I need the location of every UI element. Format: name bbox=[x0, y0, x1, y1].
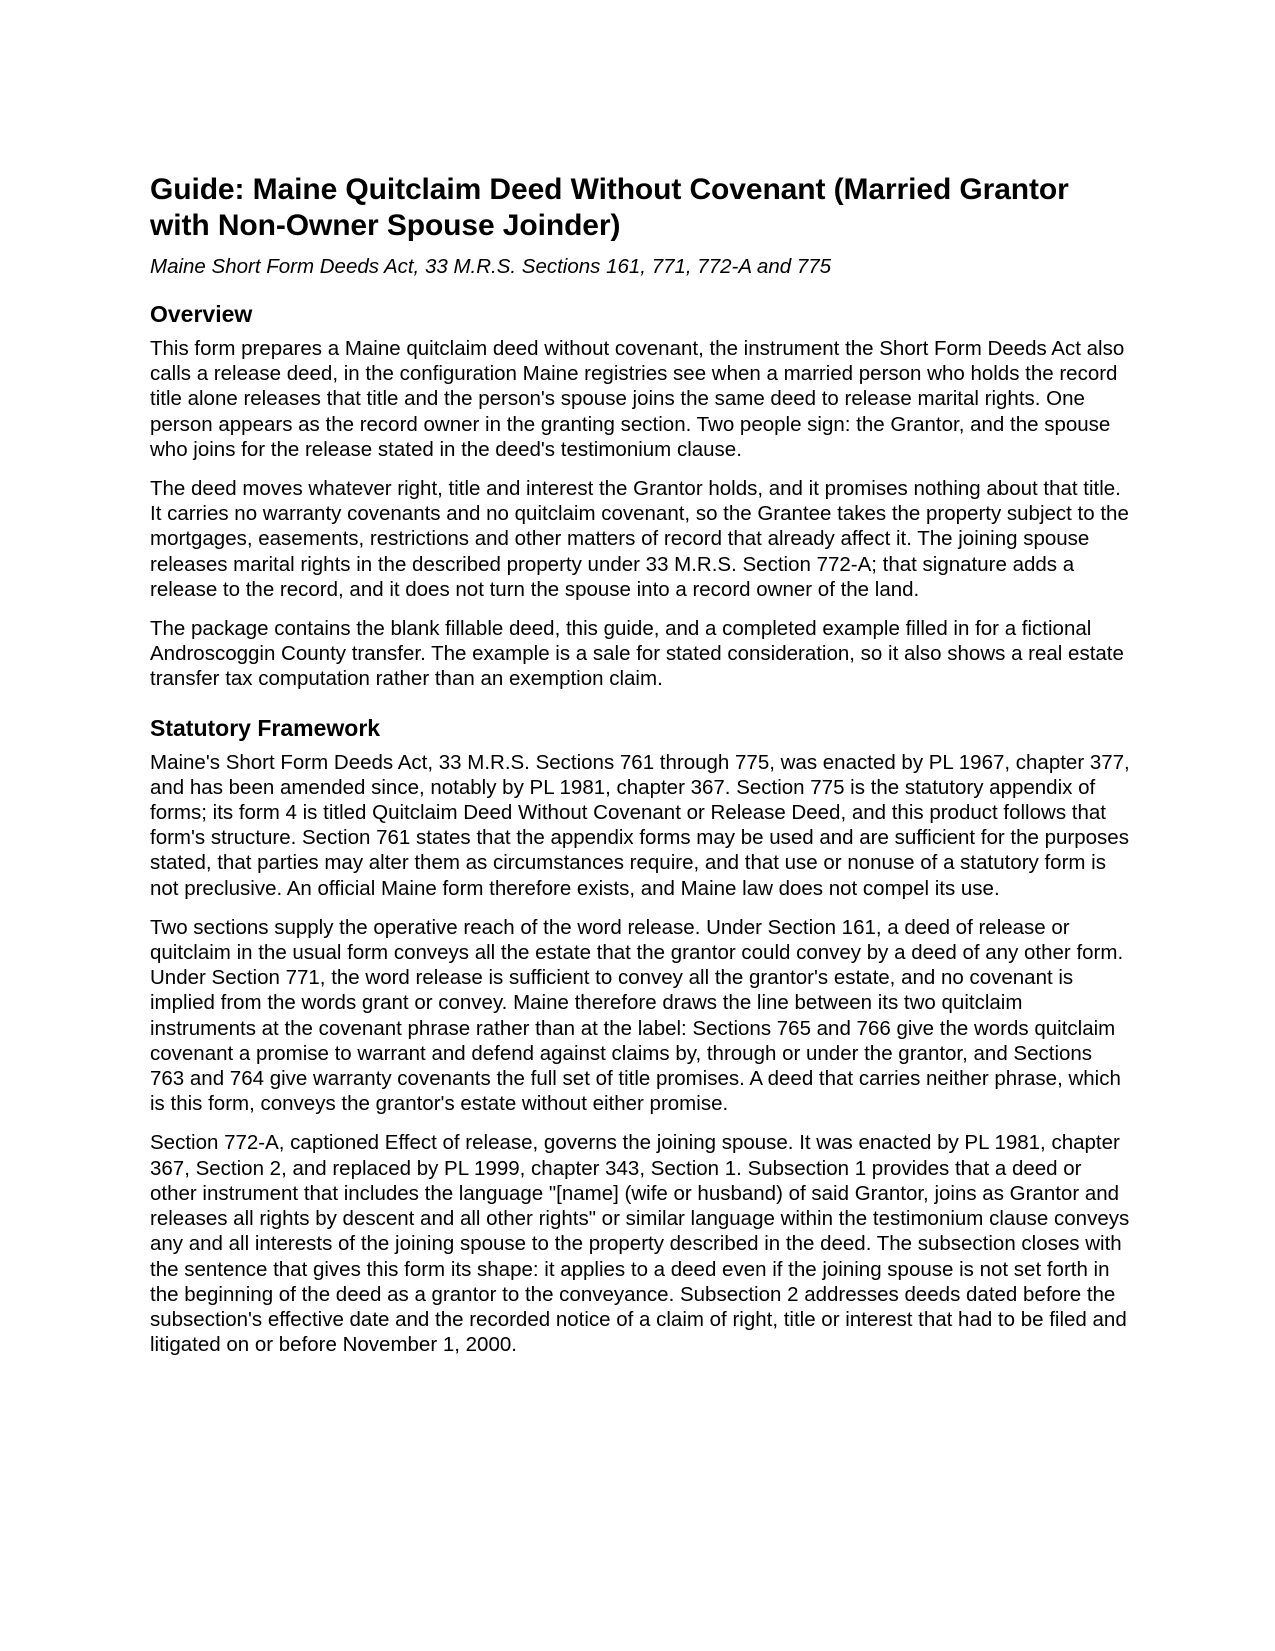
paragraph: This form prepares a Maine quitclaim deed without covenant, the instrument the Short Form Deeds Act also calls a release deed, in the configuration Maine registries see when a married person who holds the record title alone releases that title and the person's spouse joins the same deed to release marital rights. One person appears as the record owner in the granting section. Two people sign: the Grantor, and the spouse who joins for the release stated in the deed's testimonium clause. bbox=[150, 337, 1125, 461]
document-title: Guide: Maine Quitclaim Deed Without Covenant (Married Grantor with Non-Owner Spouse Joinder) bbox=[150, 173, 1069, 242]
document-page bbox=[150, 172, 1130, 1371]
paragraph: Maine's Short Form Deeds Act, 33 M.R.S. Sections 761 through 775, was enacted by PL 1967, chapter 377, and has been amended since, notably by PL 1981, chapter 367. Section 775 is the statutory appendix of forms; its form 4 is titled Quitclaim Deed Without Covenant or Release Deed, and this product follows that form's structure. Section 761 states that the appendix forms may be used and are sufficient for the purposes stated, that parties may alter them as circumstances require, and that use or nonuse of a statutory form is not preclusive. An official Maine form therefore exists, and Maine law does not compel its use. bbox=[150, 750, 1130, 900]
paragraph: Two sections supply the operative reach of the word release. Under Section 161, a deed of release or quitclaim in the usual form conveys all the estate that the grantor could convey by a deed of any other form. Under Section 771, the word release is sufficient to convey all the grantor's estate, and no covenant is implied from the words grant or convey. Maine therefore draws the line between its two quitclaim instruments at the covenant phrase rather than at the label: Sections 765 and 766 give the words quitclaim covenant a promise to warrant and defend against claims by, through or under the grantor, and Sections 763 and 764 give warranty covenants the full set of title promises. A deed that carries neither phrase, which is this form, conveys the grantor's estate without either promise. bbox=[150, 915, 1124, 1116]
section-overview bbox=[150, 300, 1130, 692]
section-heading-statutory-framework: Statutory Framework bbox=[150, 714, 381, 741]
document-subtitle: Maine Short Form Deeds Act, 33 M.R.S. Sections 161, 771, 772-A and 775 bbox=[150, 255, 832, 278]
section-statutory-framework bbox=[150, 714, 1130, 1358]
section-heading-overview: Overview bbox=[150, 301, 253, 327]
paragraph: The deed moves whatever right, title and interest the Grantor holds, and it promises nothing about that title. It carries no warranty covenants and no quitclaim covenant, so the Grantee takes the property subject to the mortgages, easements, restrictions and other matters of record that already affect it. The joining spouse releases marital rights in the described property under 33 M.R.S. Section 772-A; that signature adds a release to the record, and it does not turn the spouse into a record owner of the land. bbox=[150, 477, 1129, 601]
paragraph: Section 772-A, captioned Effect of release, governs the joining spouse. It was enacted by PL 1981, chapter 367, Section 2, and replaced by PL 1999, chapter 343, Section 1. Subsection 1 provides that a deed or other instrument that includes the language "[name] (wife or husband) of said Grantor, joins as Grantor and releases all rights by descent and all other rights" or similar language within the testimonium clause conveys any and all interests of the joining spouse to the property described in the deed. The subsection closes with the sentence that gives this form its shape: it applies to a deed even if the joining spouse is not set forth in the beginning of the deed as a grantor to the conveyance. Subsection 2 addresses deeds dated before the subsection's effective date and the recorded notice of a claim of right, title or interest that had to be filed and litigated on or before November 1, 2000. bbox=[150, 1131, 1130, 1357]
paragraph: The package contains the blank fillable deed, this guide, and a completed example filled in for a fictional Androscoggin County transfer. The example is a sale for stated consideration, so it also shows a real estate transfer tax computation rather than an exemption claim. bbox=[150, 617, 1124, 691]
